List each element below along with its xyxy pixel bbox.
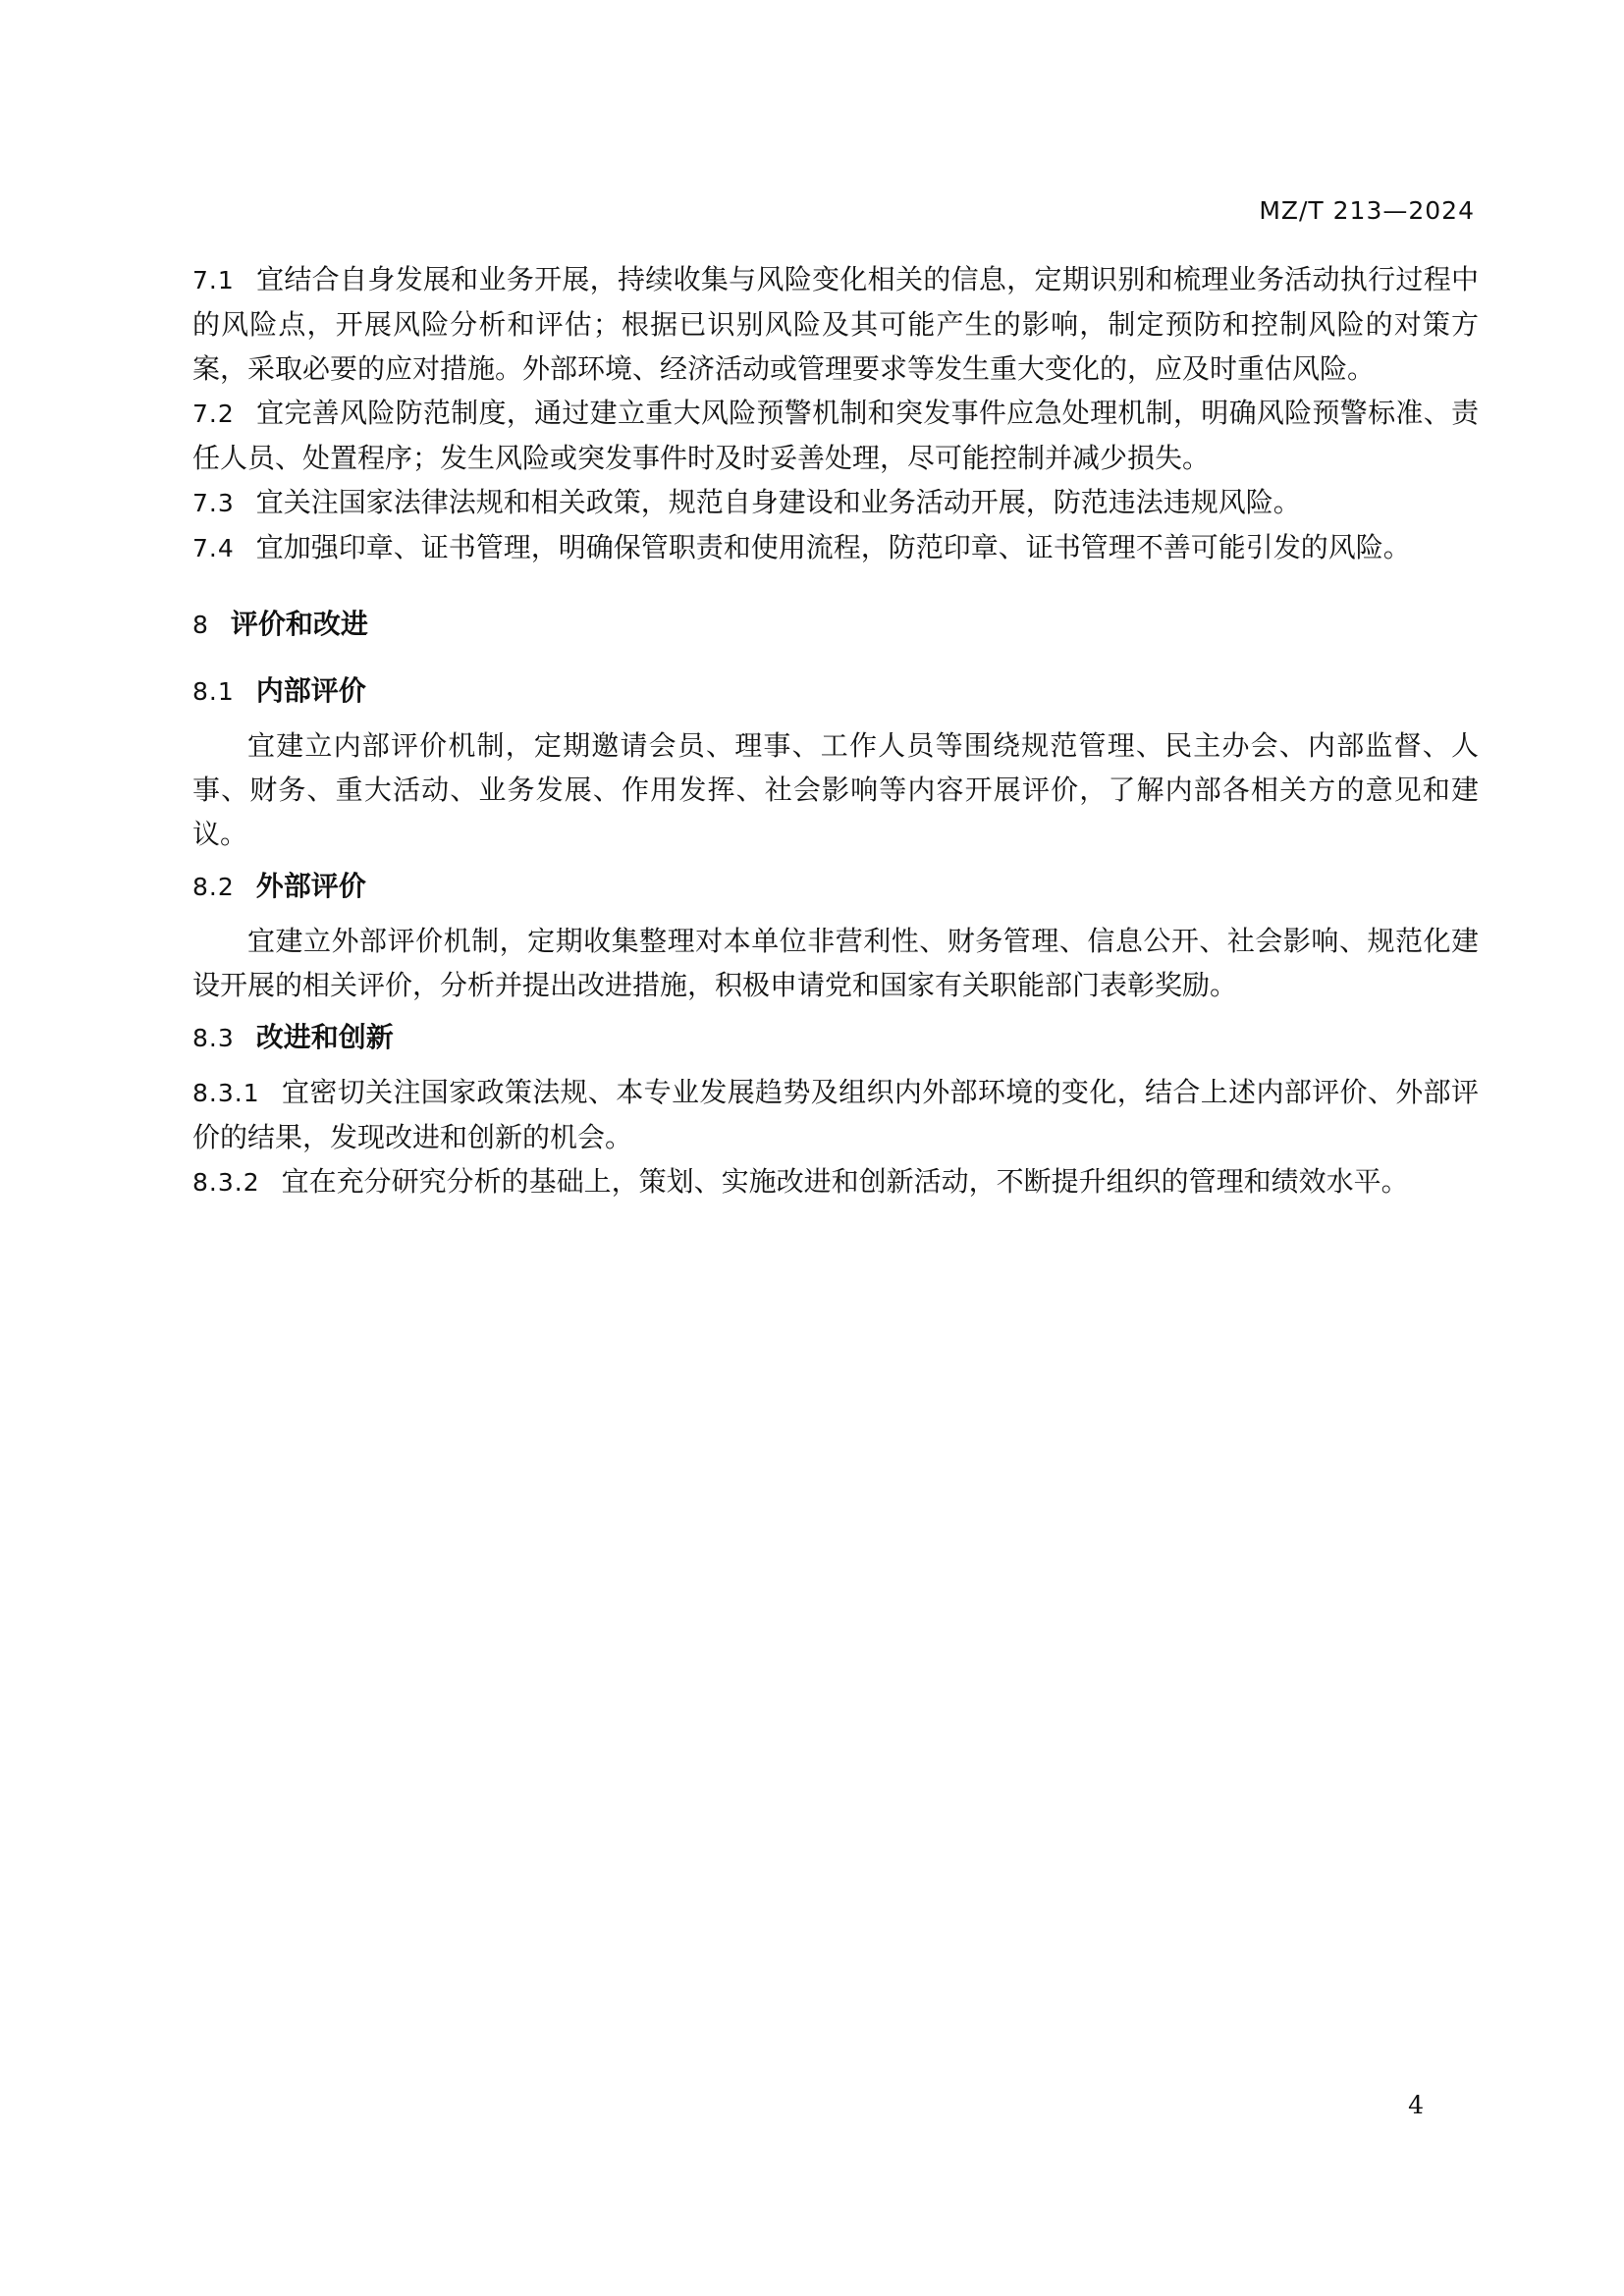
clause-text: 宜密切关注国家政策法规、本专业发展趋势及组织内外部环境的变化，结合上述内部评价、外部评价的结果，发现改进和创新的机会。 <box>192 1076 1479 1153</box>
clause-number: 7.4 <box>192 534 235 562</box>
section-title: 外部评价 <box>255 870 366 902</box>
clause-8-3-2 <box>192 1159 1479 1204</box>
page-number: 4 <box>1408 2091 1424 2119</box>
page-content <box>192 257 1479 1204</box>
section-title: 内部评价 <box>255 674 366 707</box>
clause-number: 8.3.1 <box>192 1079 260 1107</box>
section-8-3-heading <box>192 1015 1479 1060</box>
clause-8-3-1 <box>192 1070 1479 1159</box>
clause-7-2 <box>192 391 1479 480</box>
standard-code: MZ/T 213—2024 <box>1259 196 1475 225</box>
clause-number: 7.3 <box>192 489 235 517</box>
clause-text: 宜在充分研究分析的基础上，策划、实施改进和创新活动，不断提升组织的管理和绩效水平。 <box>281 1165 1409 1198</box>
clause-7-3 <box>192 480 1479 525</box>
clause-number: 7.2 <box>192 400 235 428</box>
clause-7-4 <box>192 525 1479 570</box>
chapter-title: 评价和改进 <box>230 608 368 640</box>
section-8-1-heading <box>192 668 1479 714</box>
section-number: 8.1 <box>192 677 235 706</box>
section-8-1-text: 宜建立内部评价机制，定期邀请会员、理事、工作人员等围绕规范管理、民主办会、内部监督、人事、财务、重大活动、业务发展、作用发挥、社会影响等内容开展评价，了解内部各相关方的意见和建议。 <box>192 729 1479 850</box>
clause-number: 8.3.2 <box>192 1168 260 1197</box>
clause-7-1 <box>192 257 1479 391</box>
clause-text: 宜完善风险防范制度，通过建立重大风险预警机制和突发事件应急处理机制，明确风险预警标准、责任人员、处置程序；发生风险或突发事件时及时妥善处理，尽可能控制并减少损失。 <box>192 397 1479 474</box>
clause-text: 宜结合自身发展和业务开展，持续收集与风险变化相关的信息，定期识别和梳理业务活动执行过程中的风险点，开展风险分析和评估；根据已识别风险及其可能产生的影响，制定预防和控制风险的对策方案，采取必要的应对措施。外部环境、经济活动或管理要求等发生重大变化的，应及时重估风险。 <box>192 263 1479 385</box>
clause-number: 7.1 <box>192 266 235 294</box>
section-number: 8.3 <box>192 1024 235 1052</box>
chapter-number: 8 <box>192 611 209 639</box>
chapter-8-heading <box>192 602 1479 647</box>
section-number: 8.2 <box>192 873 235 901</box>
section-8-2-heading <box>192 864 1479 909</box>
clause-text: 宜关注国家法律法规和相关政策，规范自身建设和业务活动开展，防范违法违规风险。 <box>255 486 1301 518</box>
section-8-2-text: 宜建立外部评价机制，定期收集整理对本单位非营利性、财务管理、信息公开、社会影响、规范化建设开展的相关评价，分析并提出改进措施，积极申请党和国家有关职能部门表彰奖励。 <box>192 925 1479 1001</box>
clause-text: 宜加强印章、证书管理，明确保管职责和使用流程，防范印章、证书管理不善可能引发的风险。 <box>255 531 1411 563</box>
section-title: 改进和创新 <box>255 1021 394 1053</box>
